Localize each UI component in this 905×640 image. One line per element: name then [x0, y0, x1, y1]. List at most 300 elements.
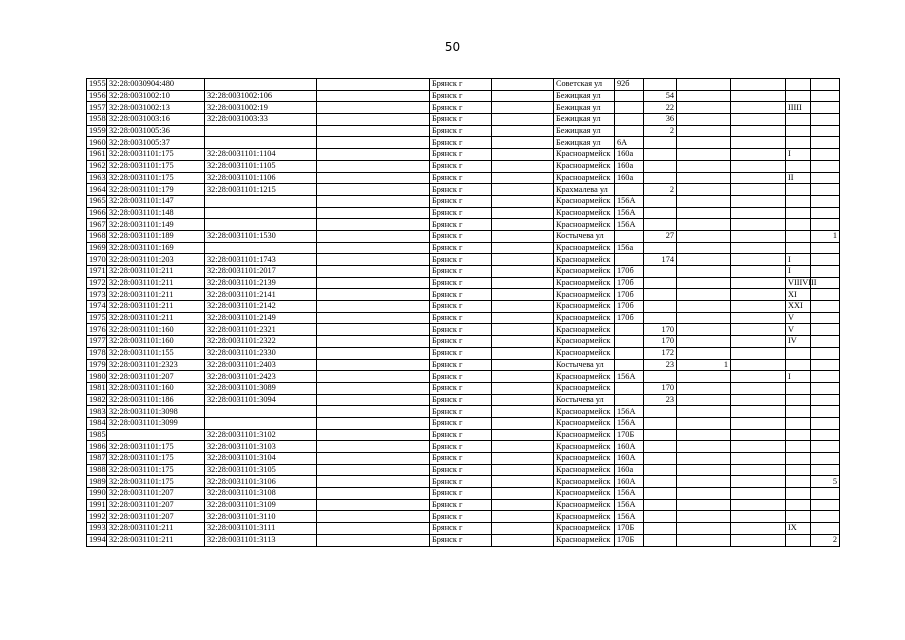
cell-house-number	[644, 160, 677, 172]
cell-street: Бежицкая ул	[554, 114, 615, 126]
table-row	[87, 242, 840, 254]
cell-street: Красноармейск	[554, 406, 615, 418]
cell-empty	[731, 406, 786, 418]
cell-empty	[317, 137, 430, 149]
cell-city: Брянск г	[430, 266, 492, 278]
cell-row-number: 1981	[87, 382, 107, 394]
cell-street: Красноармейск	[554, 312, 615, 324]
cell-empty	[492, 511, 554, 523]
cell-house: 160А	[615, 476, 644, 488]
cell-land-cadastral-number: 32:28:0031101:148	[107, 207, 205, 219]
cell-city: Брянск г	[430, 429, 492, 441]
table-row	[87, 184, 840, 196]
cell-building	[677, 488, 731, 500]
cell-empty	[317, 336, 430, 348]
cell-house-number: 54	[644, 90, 677, 102]
cell-empty	[317, 534, 430, 546]
cell-empty	[492, 394, 554, 406]
cell-house	[615, 230, 644, 242]
cell-building	[677, 417, 731, 429]
cell-object-cadastral-number	[205, 79, 317, 91]
cell-empty	[492, 382, 554, 394]
cell-street: Красноармейск	[554, 172, 615, 184]
cell-building	[677, 382, 731, 394]
cell-building	[677, 160, 731, 172]
cell-empty	[731, 90, 786, 102]
cell-empty	[731, 312, 786, 324]
cell-premises	[786, 534, 811, 546]
cell-premises	[786, 394, 811, 406]
cell-empty	[317, 266, 430, 278]
cell-house-number	[644, 453, 677, 465]
cell-street: Красноармейск	[554, 195, 615, 207]
cell-house: 160а	[615, 160, 644, 172]
cell-house	[615, 382, 644, 394]
cell-empty	[317, 219, 430, 231]
cell-city: Брянск г	[430, 254, 492, 266]
cell-row-number: 1971	[87, 266, 107, 278]
cell-flat	[811, 207, 840, 219]
cell-house	[615, 394, 644, 406]
cell-object-cadastral-number	[205, 242, 317, 254]
cell-empty	[317, 79, 430, 91]
cell-row-number: 1988	[87, 464, 107, 476]
cell-street: Крахмалева ул	[554, 184, 615, 196]
cell-land-cadastral-number: 32:28:0031101:207	[107, 371, 205, 383]
cell-row-number: 1972	[87, 277, 107, 289]
cell-empty	[492, 207, 554, 219]
cell-city: Брянск г	[430, 488, 492, 500]
cell-building	[677, 207, 731, 219]
cell-street: Красноармейск	[554, 149, 615, 161]
table-row	[87, 207, 840, 219]
cell-house-number	[644, 312, 677, 324]
cell-house-number	[644, 429, 677, 441]
table-row	[87, 114, 840, 126]
cell-empty	[492, 79, 554, 91]
cell-land-cadastral-number: 32:28:0031101:160	[107, 382, 205, 394]
cell-city: Брянск г	[430, 324, 492, 336]
cell-row-number: 1962	[87, 160, 107, 172]
cell-premises	[786, 160, 811, 172]
cell-flat	[811, 242, 840, 254]
cell-row-number: 1963	[87, 172, 107, 184]
cell-city: Брянск г	[430, 149, 492, 161]
cell-city: Брянск г	[430, 359, 492, 371]
cell-empty	[317, 499, 430, 511]
cell-empty	[731, 382, 786, 394]
cell-empty	[492, 160, 554, 172]
cell-empty	[731, 371, 786, 383]
cell-row-number: 1964	[87, 184, 107, 196]
cell-house-number	[644, 219, 677, 231]
cell-object-cadastral-number: 32:28:0031101:3089	[205, 382, 317, 394]
cell-street: Красноармейск	[554, 382, 615, 394]
cell-premises: I	[786, 254, 811, 266]
cell-building	[677, 336, 731, 348]
cell-house: 170б	[615, 301, 644, 313]
table-row	[87, 90, 840, 102]
cell-object-cadastral-number: 32:28:0031101:3094	[205, 394, 317, 406]
cell-building	[677, 324, 731, 336]
cell-empty	[492, 172, 554, 184]
cell-flat	[811, 172, 840, 184]
cell-empty	[492, 499, 554, 511]
cell-premises	[786, 90, 811, 102]
cell-house: 156А	[615, 417, 644, 429]
cell-premises: XXI	[786, 301, 811, 313]
cell-house-number: 170	[644, 382, 677, 394]
cell-building	[677, 511, 731, 523]
cell-empty	[731, 289, 786, 301]
cell-building	[677, 266, 731, 278]
cell-row-number: 1976	[87, 324, 107, 336]
cell-premises: V	[786, 312, 811, 324]
table-row	[87, 347, 840, 359]
cell-house	[615, 184, 644, 196]
cell-city: Брянск г	[430, 371, 492, 383]
cell-city: Брянск г	[430, 172, 492, 184]
cell-land-cadastral-number: 32:28:0031101:203	[107, 254, 205, 266]
cell-city: Брянск г	[430, 534, 492, 546]
cell-house: 170Б	[615, 534, 644, 546]
cell-empty	[731, 534, 786, 546]
cell-street: Красноармейск	[554, 453, 615, 465]
cell-flat	[811, 359, 840, 371]
cell-row-number: 1990	[87, 488, 107, 500]
cell-object-cadastral-number: 32:28:0031101:3104	[205, 453, 317, 465]
cell-empty	[317, 429, 430, 441]
cell-flat	[811, 394, 840, 406]
cell-row-number: 1969	[87, 242, 107, 254]
cell-empty	[492, 125, 554, 137]
cell-city: Брянск г	[430, 511, 492, 523]
cell-premises	[786, 184, 811, 196]
cell-empty	[317, 90, 430, 102]
cell-object-cadastral-number: 32:28:0031101:2330	[205, 347, 317, 359]
cell-street: Бежицкая ул	[554, 90, 615, 102]
cell-object-cadastral-number: 32:28:0031002:106	[205, 90, 317, 102]
cell-object-cadastral-number	[205, 219, 317, 231]
cell-building	[677, 254, 731, 266]
cell-empty	[731, 359, 786, 371]
cell-row-number: 1994	[87, 534, 107, 546]
table-row	[87, 160, 840, 172]
cell-house: 160а	[615, 149, 644, 161]
table-row	[87, 523, 840, 535]
cell-object-cadastral-number: 32:28:0031101:3102	[205, 429, 317, 441]
cell-flat	[811, 499, 840, 511]
cell-empty	[731, 137, 786, 149]
cell-building	[677, 172, 731, 184]
cell-city: Брянск г	[430, 382, 492, 394]
cell-flat: 5	[811, 476, 840, 488]
cell-empty	[317, 406, 430, 418]
cell-empty	[731, 160, 786, 172]
table-row	[87, 511, 840, 523]
cell-premises: II	[786, 172, 811, 184]
cell-row-number: 1974	[87, 301, 107, 313]
cell-house: 156А	[615, 488, 644, 500]
cell-city: Брянск г	[430, 453, 492, 465]
cell-land-cadastral-number: 32:28:0031101:211	[107, 301, 205, 313]
cell-city: Брянск г	[430, 242, 492, 254]
cell-empty	[492, 534, 554, 546]
cell-row-number: 1989	[87, 476, 107, 488]
cell-row-number: 1967	[87, 219, 107, 231]
cell-empty	[317, 476, 430, 488]
cell-empty	[317, 242, 430, 254]
cell-row-number: 1982	[87, 394, 107, 406]
cell-flat	[811, 195, 840, 207]
cell-street: Костычева ул	[554, 359, 615, 371]
cell-land-cadastral-number: 32:28:0030904:480	[107, 79, 205, 91]
cell-flat	[811, 382, 840, 394]
cell-row-number: 1975	[87, 312, 107, 324]
cell-premises: IX	[786, 523, 811, 535]
cell-house: 160А	[615, 453, 644, 465]
cell-empty	[317, 464, 430, 476]
cell-empty	[492, 242, 554, 254]
cell-street: Костычева ул	[554, 230, 615, 242]
cell-house	[615, 324, 644, 336]
cell-house-number: 170	[644, 336, 677, 348]
table-row	[87, 312, 840, 324]
cell-flat: 2	[811, 534, 840, 546]
cell-city: Брянск г	[430, 336, 492, 348]
cell-flat	[811, 312, 840, 324]
table-row	[87, 289, 840, 301]
table-row	[87, 429, 840, 441]
cell-premises	[786, 114, 811, 126]
cell-land-cadastral-number: 32:28:0031101:211	[107, 534, 205, 546]
cell-row-number: 1977	[87, 336, 107, 348]
cell-house-number	[644, 266, 677, 278]
page-number: 50	[444, 40, 461, 54]
cell-object-cadastral-number: 32:28:0031002:19	[205, 102, 317, 114]
cell-empty	[492, 429, 554, 441]
cell-empty	[731, 476, 786, 488]
cell-building	[677, 242, 731, 254]
cell-house: 156А	[615, 371, 644, 383]
cell-street: Красноармейск	[554, 511, 615, 523]
registry-table	[86, 78, 840, 547]
cell-street: Красноармейск	[554, 523, 615, 535]
cell-object-cadastral-number: 32:28:0031101:3111	[205, 523, 317, 535]
cell-land-cadastral-number: 32:28:0031101:160	[107, 324, 205, 336]
cell-house: 170б	[615, 277, 644, 289]
cell-house: 170б	[615, 312, 644, 324]
cell-empty	[317, 511, 430, 523]
cell-street: Красноармейск	[554, 347, 615, 359]
cell-street: Бежицкая ул	[554, 125, 615, 137]
cell-empty	[317, 289, 430, 301]
cell-land-cadastral-number: 32:28:0031101:207	[107, 511, 205, 523]
cell-city: Брянск г	[430, 102, 492, 114]
cell-premises	[786, 79, 811, 91]
cell-empty	[492, 359, 554, 371]
cell-flat: 1	[811, 230, 840, 242]
cell-house	[615, 125, 644, 137]
cell-row-number: 1979	[87, 359, 107, 371]
cell-empty	[731, 394, 786, 406]
cell-building	[677, 406, 731, 418]
cell-flat	[811, 453, 840, 465]
cell-empty	[731, 219, 786, 231]
cell-house: 156А	[615, 207, 644, 219]
cell-empty	[731, 172, 786, 184]
cell-land-cadastral-number: 32:28:0031101:175	[107, 464, 205, 476]
cell-land-cadastral-number: 32:28:0031101:186	[107, 394, 205, 406]
cell-object-cadastral-number: 32:28:0031101:2403	[205, 359, 317, 371]
cell-flat	[811, 488, 840, 500]
cell-building	[677, 195, 731, 207]
cell-empty	[731, 195, 786, 207]
cell-row-number: 1991	[87, 499, 107, 511]
cell-house-number: 174	[644, 254, 677, 266]
cell-row-number: 1978	[87, 347, 107, 359]
cell-building	[677, 219, 731, 231]
cell-building	[677, 464, 731, 476]
cell-object-cadastral-number: 32:28:0031101:1104	[205, 149, 317, 161]
cell-house: 6А	[615, 137, 644, 149]
cell-house-number	[644, 371, 677, 383]
cell-row-number: 1966	[87, 207, 107, 219]
cell-empty	[317, 160, 430, 172]
cell-empty	[492, 453, 554, 465]
cell-empty	[492, 184, 554, 196]
cell-street: Красноармейск	[554, 254, 615, 266]
cell-land-cadastral-number: 32:28:0031101:175	[107, 172, 205, 184]
table-row	[87, 476, 840, 488]
table-row	[87, 195, 840, 207]
cell-house: 156А	[615, 195, 644, 207]
cell-building	[677, 79, 731, 91]
cell-empty	[317, 277, 430, 289]
cell-flat	[811, 102, 840, 114]
cell-flat	[811, 149, 840, 161]
cell-object-cadastral-number: 32:28:0031101:2321	[205, 324, 317, 336]
cell-street: Красноармейск	[554, 301, 615, 313]
cell-land-cadastral-number: 32:28:0031101:3098	[107, 406, 205, 418]
table-row	[87, 499, 840, 511]
cell-object-cadastral-number: 32:28:0031101:2322	[205, 336, 317, 348]
cell-empty	[731, 417, 786, 429]
cell-city: Брянск г	[430, 137, 492, 149]
cell-city: Брянск г	[430, 207, 492, 219]
cell-empty	[317, 312, 430, 324]
cell-empty	[492, 523, 554, 535]
cell-object-cadastral-number	[205, 195, 317, 207]
table-row	[87, 441, 840, 453]
cell-premises	[786, 219, 811, 231]
table-row	[87, 488, 840, 500]
cell-empty	[317, 523, 430, 535]
cell-house: 170Б	[615, 429, 644, 441]
cell-premises: V	[786, 324, 811, 336]
cell-building	[677, 441, 731, 453]
cell-city: Брянск г	[430, 184, 492, 196]
cell-land-cadastral-number: 32:28:0031101:169	[107, 242, 205, 254]
cell-premises	[786, 511, 811, 523]
cell-empty	[492, 266, 554, 278]
cell-premises	[786, 382, 811, 394]
cell-land-cadastral-number: 32:28:0031101:211	[107, 266, 205, 278]
cell-land-cadastral-number: 32:28:0031101:149	[107, 219, 205, 231]
cell-house-number	[644, 511, 677, 523]
cell-street: Бежицкая ул	[554, 137, 615, 149]
cell-street: Красноармейск	[554, 242, 615, 254]
cell-object-cadastral-number: 32:28:0031101:1105	[205, 160, 317, 172]
cell-premises	[786, 417, 811, 429]
cell-empty	[731, 488, 786, 500]
cell-empty	[492, 254, 554, 266]
cell-flat	[811, 441, 840, 453]
cell-row-number: 1965	[87, 195, 107, 207]
table-row	[87, 336, 840, 348]
cell-flat	[811, 289, 840, 301]
cell-land-cadastral-number: 32:28:0031101:175	[107, 160, 205, 172]
cell-city: Брянск г	[430, 441, 492, 453]
cell-house-number: 23	[644, 359, 677, 371]
cell-premises: IIIII	[786, 102, 811, 114]
cell-empty	[317, 149, 430, 161]
cell-row-number: 1992	[87, 511, 107, 523]
cell-city: Брянск г	[430, 417, 492, 429]
cell-house-number: 27	[644, 230, 677, 242]
cell-house	[615, 359, 644, 371]
cell-city: Брянск г	[430, 219, 492, 231]
cell-empty	[731, 125, 786, 137]
table-row	[87, 382, 840, 394]
cell-house: 92б	[615, 79, 644, 91]
cell-empty	[731, 324, 786, 336]
cell-house-number: 22	[644, 102, 677, 114]
cell-city: Брянск г	[430, 347, 492, 359]
cell-object-cadastral-number	[205, 125, 317, 137]
cell-empty	[492, 347, 554, 359]
cell-empty	[317, 347, 430, 359]
cell-street: Красноармейск	[554, 207, 615, 219]
cell-flat	[811, 371, 840, 383]
cell-street: Красноармейск	[554, 289, 615, 301]
cell-object-cadastral-number: 32:28:0031101:3110	[205, 511, 317, 523]
table-row	[87, 266, 840, 278]
cell-premises	[786, 429, 811, 441]
cell-flat	[811, 417, 840, 429]
cell-building	[677, 289, 731, 301]
cell-city: Брянск г	[430, 230, 492, 242]
cell-flat	[811, 511, 840, 523]
cell-house-number	[644, 149, 677, 161]
cell-land-cadastral-number: 32:28:0031002:10	[107, 90, 205, 102]
cell-premises	[786, 230, 811, 242]
cell-flat	[811, 429, 840, 441]
cell-empty	[492, 301, 554, 313]
cell-house-number: 36	[644, 114, 677, 126]
table-row	[87, 102, 840, 114]
cell-building	[677, 429, 731, 441]
cell-object-cadastral-number	[205, 207, 317, 219]
cell-house-number: 170	[644, 324, 677, 336]
cell-building	[677, 534, 731, 546]
cell-city: Брянск г	[430, 79, 492, 91]
cell-flat	[811, 523, 840, 535]
cell-row-number: 1968	[87, 230, 107, 242]
cell-flat	[811, 324, 840, 336]
cell-row-number: 1960	[87, 137, 107, 149]
table-row	[87, 534, 840, 546]
